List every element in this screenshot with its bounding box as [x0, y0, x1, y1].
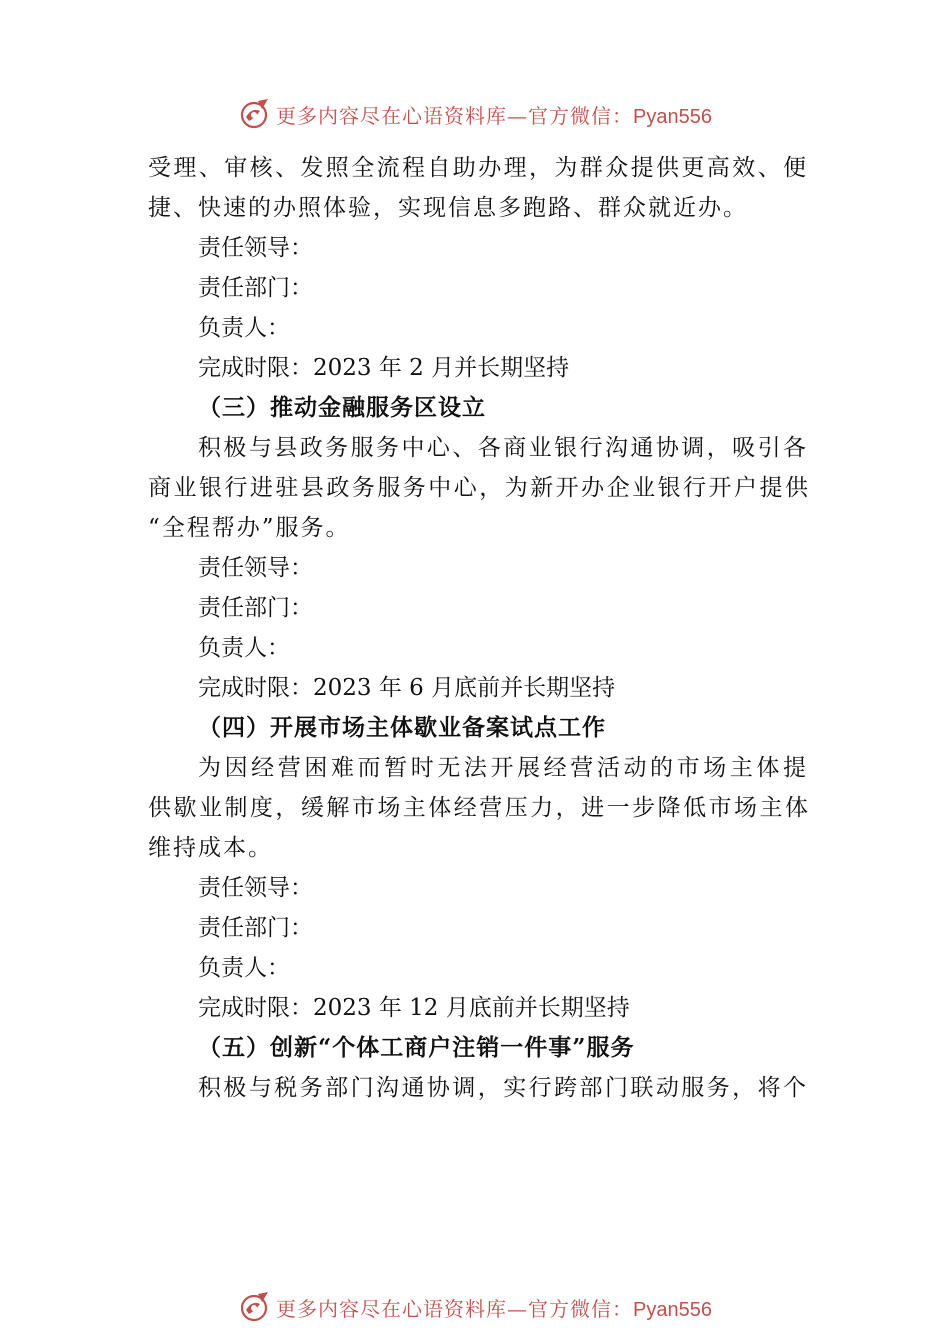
paragraph-line: 积极与县政务服务中心、各商业银行沟通协调，吸引各: [198, 435, 808, 461]
deadline-line: 完成时限：2023 年 12 月底前并长期坚持: [198, 995, 630, 1021]
paragraph-line: 积极与税务部门沟通协调，实行跨部门联动服务，将个: [198, 1075, 808, 1101]
deadline-line: 完成时限：2023 年 6 月底前并长期坚持: [198, 675, 616, 701]
paragraph-line: 为因经营困难而暂时无法开展经营活动的市场主体提: [198, 755, 808, 781]
responsible-department-label: 责任部门：: [198, 915, 313, 941]
section-heading-5: （五）创新“个体工商户注销一件事”服务: [198, 1034, 635, 1061]
pen-logo-icon: [238, 97, 272, 131]
responsible-department-label: 责任部门：: [198, 595, 313, 621]
paragraph-line: “全程帮办”服务。: [148, 515, 351, 541]
deadline-line: 完成时限：2023 年 2 月并长期坚持: [198, 355, 570, 381]
responsible-person-label: 负责人：: [198, 955, 290, 981]
paragraph-line: 供歇业制度，缓解市场主体经营压力，进一步降低市场主体: [148, 795, 808, 821]
responsible-person-label: 负责人：: [198, 315, 290, 341]
pen-logo-icon: [238, 1290, 272, 1324]
responsible-leader-label: 责任领导：: [198, 875, 313, 901]
section-heading-4: （四）开展市场主体歇业备案试点工作: [198, 714, 606, 741]
watermark-text: 更多内容尽在心语资料库—官方微信：Pyan556: [276, 1296, 712, 1321]
responsible-leader-label: 责任领导：: [198, 235, 313, 261]
paragraph-line: 受理、审核、发照全流程自助办理，为群众提供更高效、便: [148, 155, 808, 181]
section-heading-3: （三）推动金融服务区设立: [198, 394, 486, 421]
paragraph-line: 捷、快速的办照体验，实现信息多跑路、群众就近办。: [148, 195, 748, 221]
document-body: [148, 148, 808, 1108]
responsible-department-label: 责任部门：: [198, 275, 313, 301]
watermark-text: 更多内容尽在心语资料库—官方微信：Pyan556: [276, 103, 712, 128]
responsible-leader-label: 责任领导：: [198, 555, 313, 581]
responsible-person-label: 负责人：: [198, 635, 290, 661]
watermark-banner-top: [0, 94, 950, 134]
paragraph-line: 维持成本。: [148, 835, 273, 861]
watermark-banner-bottom: [0, 1287, 950, 1327]
paragraph-line: 商业银行进驻县政务服务中心，为新开办企业银行开户提供: [148, 475, 808, 501]
